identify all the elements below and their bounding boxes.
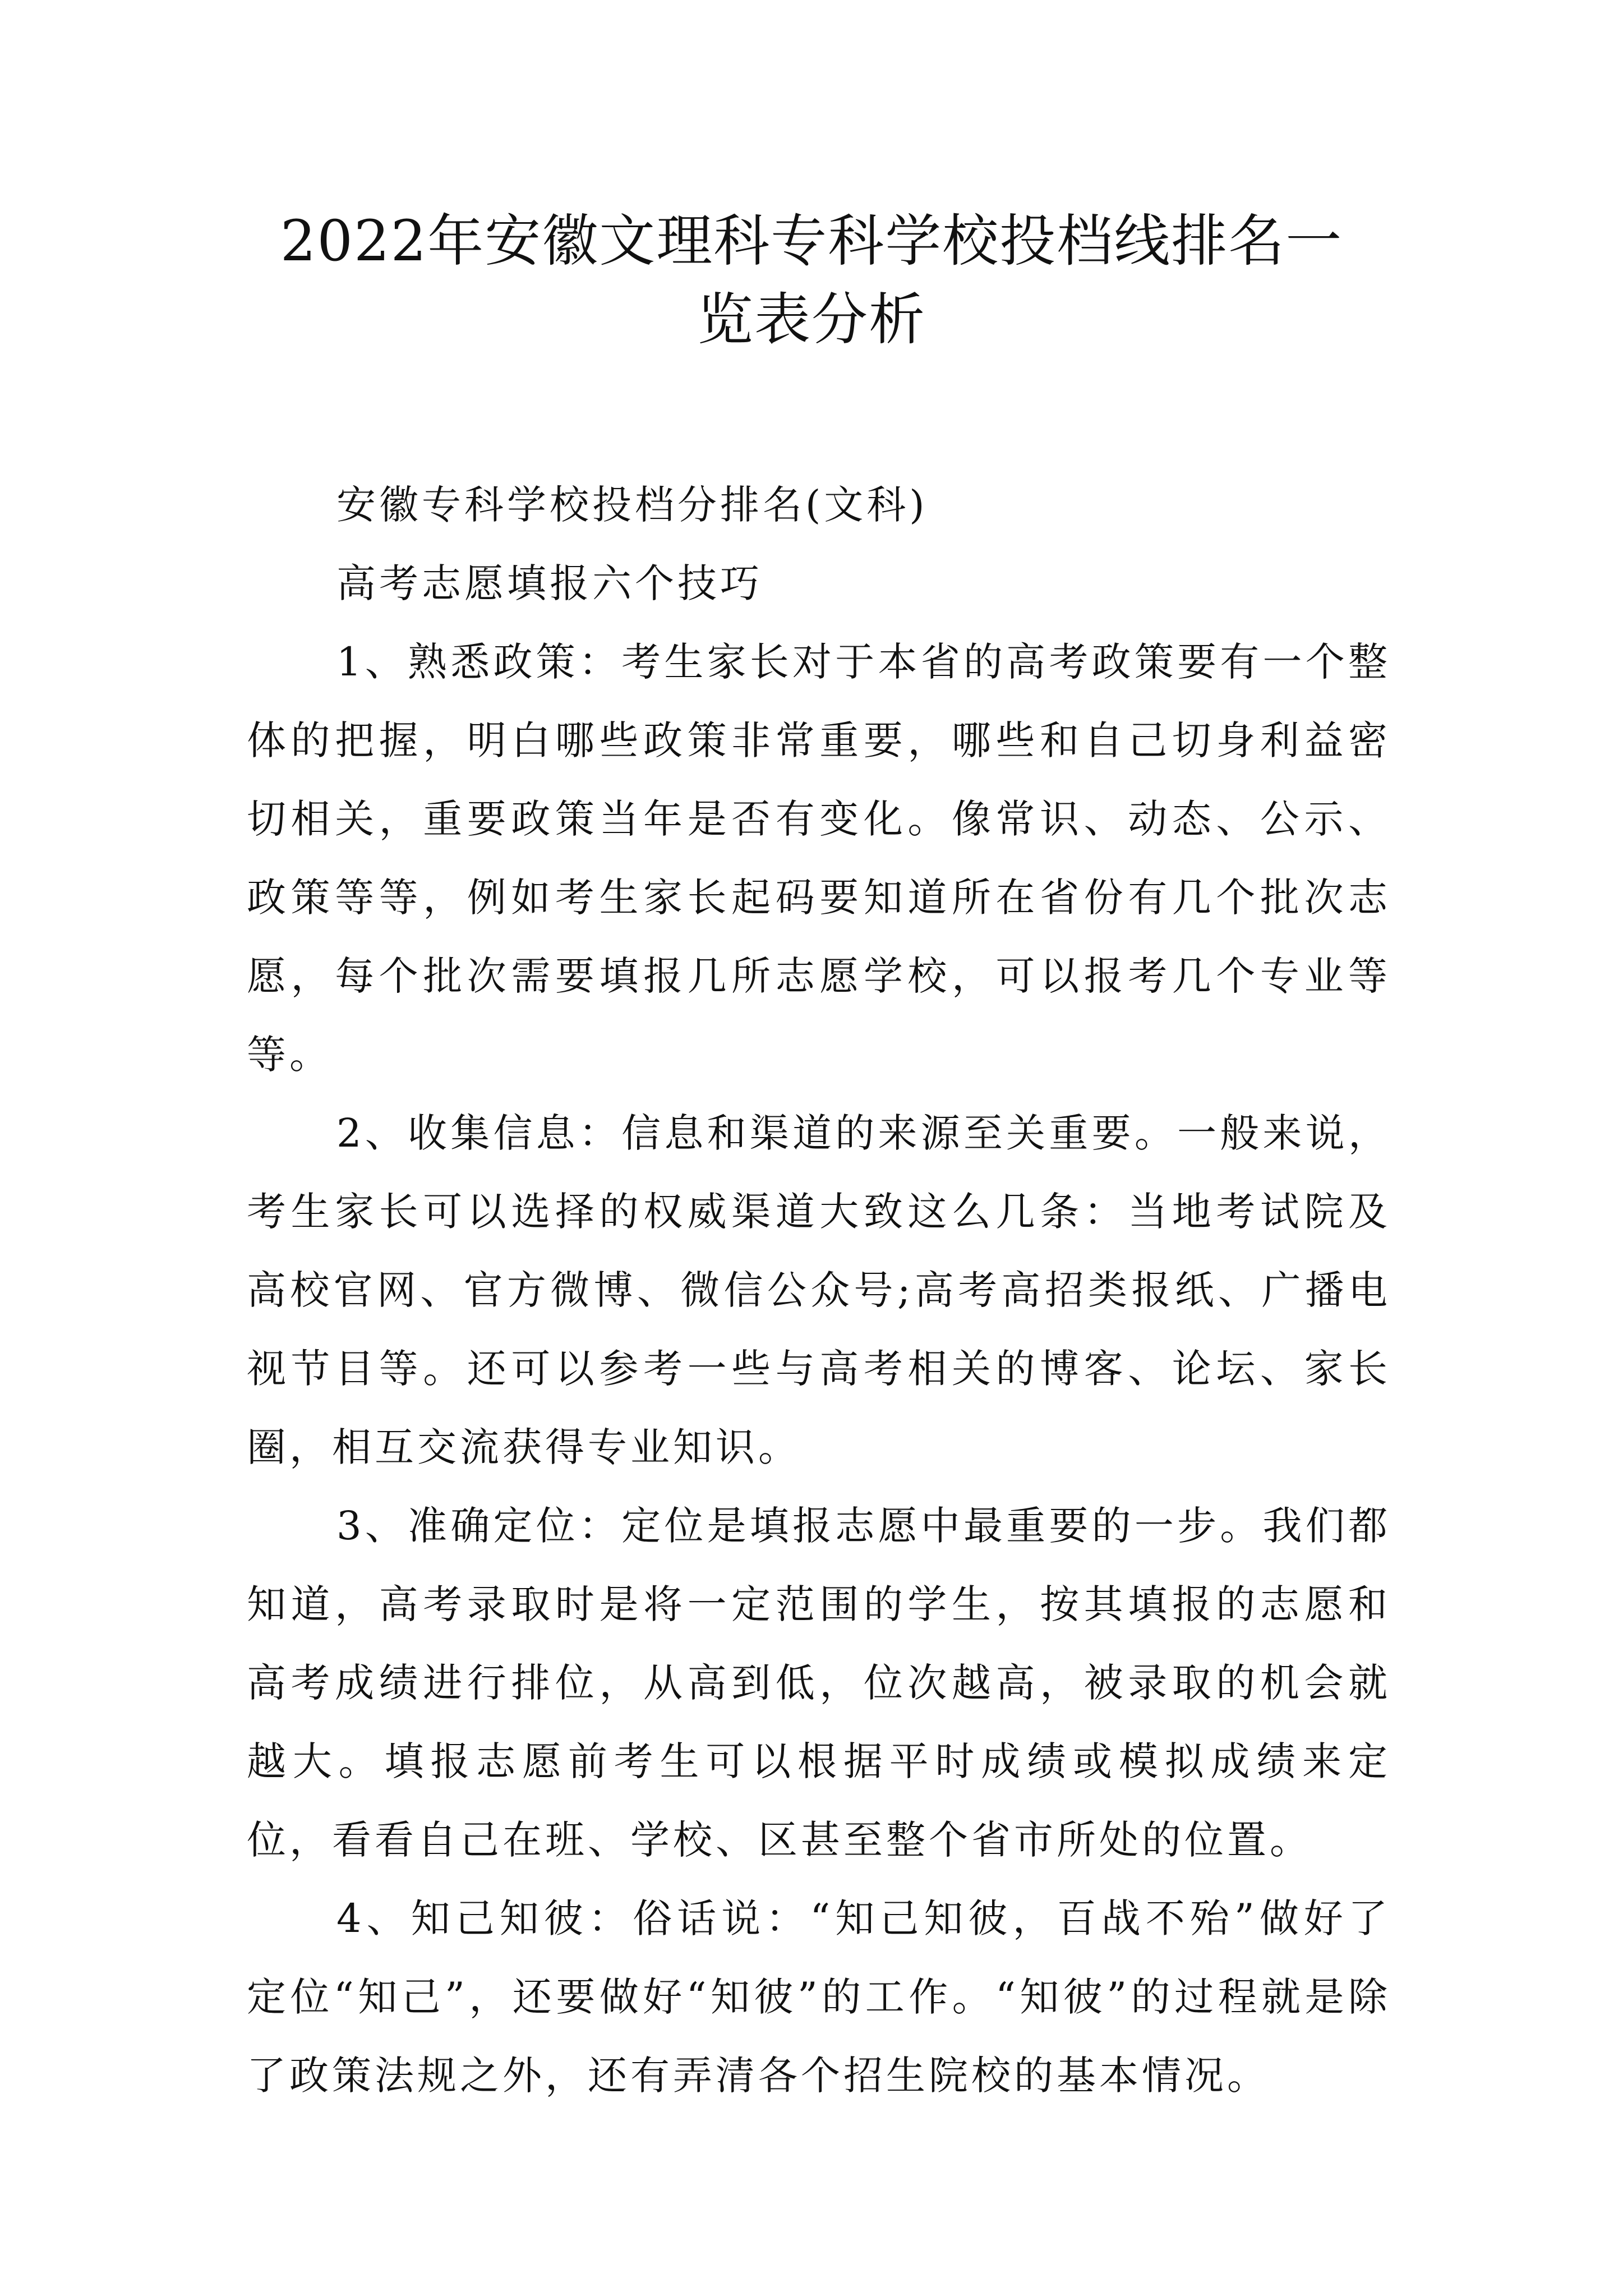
paragraph-tip-3: 3、准确定位：定位是填报志愿中最重要的一步。我们都知道，高考录取时是将一定范围的学生，按其填报的志愿和高考成绩进行排位，从高到低，位次越高，被录取的机会就越大。填报志愿前考生可以根据平时成绩或模拟成绩来定位，看看自己在班、学校、区甚至整个省市所处的位置。 xyxy=(247,1503,1391,1863)
document-title xyxy=(247,202,1376,359)
title-line-1: 2022年安徽文理科专科学校投档线排名一 xyxy=(280,208,1343,274)
subsection-heading: 高考志愿填报六个技巧 xyxy=(336,560,763,606)
section-heading: 安徽专科学校投档分排名(文科) xyxy=(336,482,928,528)
document-body xyxy=(247,466,1391,2115)
paragraph-tip-4: 4、知己知彼：俗话说：“知己知彼，百战不殆”做好了定位“知己”，还要做好“知彼”的工作。“知彼”的过程就是除了政策法规之外，还有弄清各个招生院校的基本情况。 xyxy=(247,1895,1391,2099)
paragraph-tip-1: 1、熟悉政策：考生家长对于本省的高考政策要有一个整体的把握，明白哪些政策非常重要，哪些和自己切身利益密切相关，重要政策当年是否有变化。像常识、动态、公示、政策等等，例如考生家长起码要知道所在省份有几个批次志愿，每个批次需要填报几所志愿学校，可以报考几个专业等等。 xyxy=(247,639,1391,1078)
paragraph-tip-2: 2、收集信息：信息和渠道的来源至关重要。一般来说，考生家长可以选择的权威渠道大致这么几条：当地考试院及高校官网、官方微博、微信公众号;高考高招类报纸、广播电视节目等。还可以参考一些与高考相关的博客、论坛、家长圈，相互交流获得专业知识。 xyxy=(247,1110,1391,1470)
title-line-2: 览表分析 xyxy=(697,287,926,352)
